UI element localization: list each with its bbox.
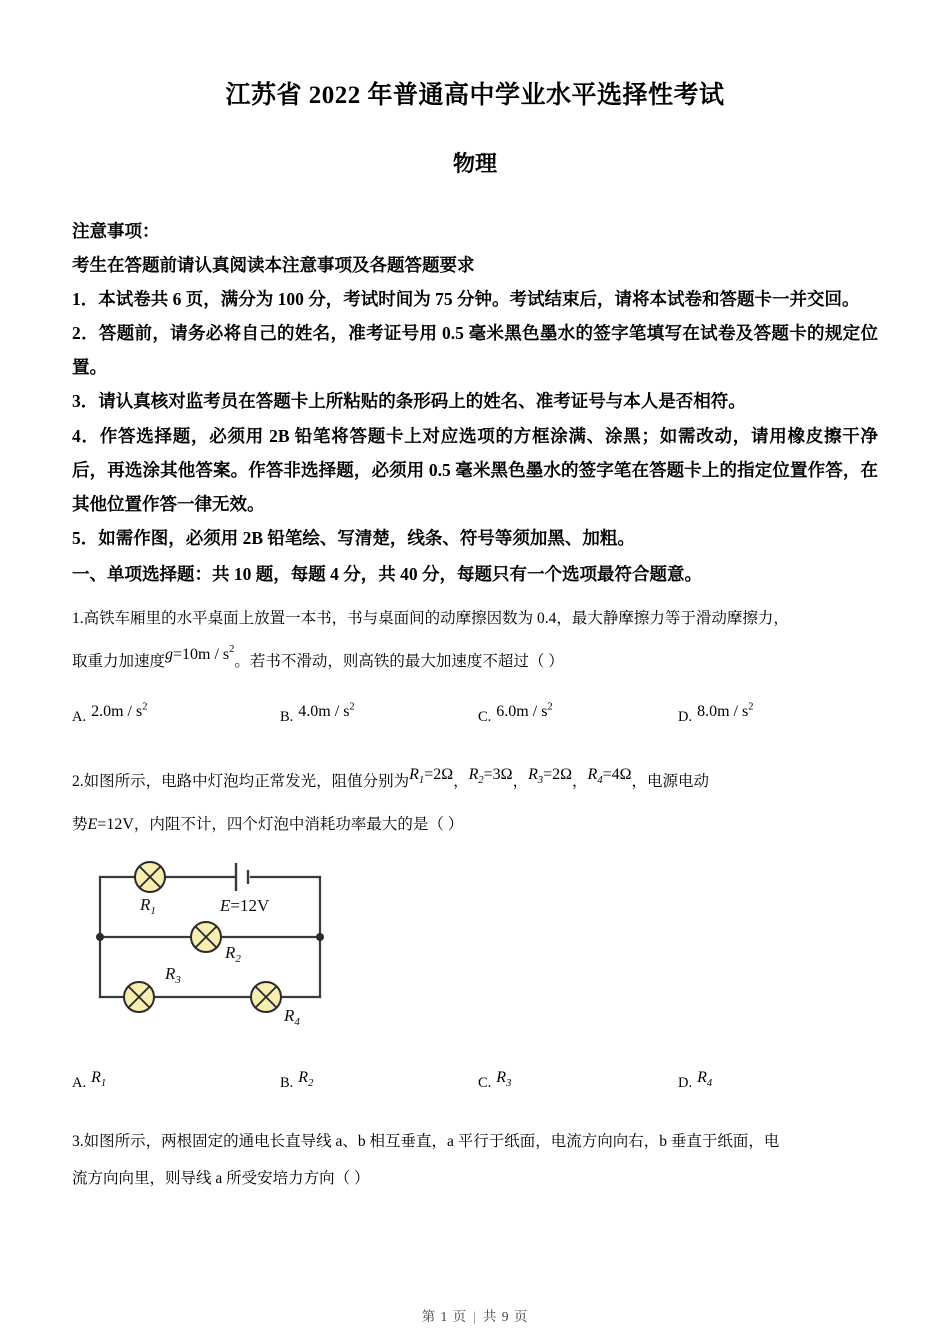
question-1-options — [72, 700, 878, 732]
question-2-line-1 — [72, 758, 878, 806]
lamp-r4-label: $R_4$ — [284, 1006, 300, 1029]
comma-3: ， — [572, 772, 588, 790]
lamp-r3-icon — [124, 982, 154, 1012]
question-2-option-c[interactable] — [478, 1066, 678, 1098]
question-2-text-pre: 势 — [72, 815, 88, 833]
page-content — [72, 0, 878, 1197]
section-heading: 一、单项选择题：共 10 题，每题 4 分，共 40 分，每题只有一个选项最符合题意。 — [72, 564, 702, 585]
gravity-exponent: 2 — [229, 644, 235, 656]
page-title: 江苏省 2022 年普通高中学业水平选择性考试 — [225, 82, 725, 109]
option-a-label: A. — [72, 1075, 87, 1092]
gravity-value: =10m / s — [173, 645, 230, 663]
junction-dot-right — [316, 933, 324, 941]
question-2-text-post: ，内阻不计，四个灯泡中消耗功率最大的是（ ） — [133, 815, 464, 833]
option-b-label: B. — [280, 708, 294, 725]
question-2-options — [72, 1066, 878, 1098]
question-3-line-2 — [72, 1161, 878, 1197]
question-1-option-c[interactable] — [478, 700, 678, 732]
resistor-4-expr: $R_4=4\Omega$ — [587, 765, 632, 786]
question-3 — [72, 1124, 878, 1197]
battery-icon — [236, 863, 248, 891]
comma-2: ， — [512, 772, 529, 790]
option-b-value: $4.0m / s^2$ — [298, 701, 355, 720]
lamp-r2-icon — [191, 922, 221, 952]
notice-item-2: 2．答题前，请务必将自己的姓名，准考证号用 0.5 毫米黑色墨水的签字笔填写在试卷及答题卡的规定位置。 — [72, 323, 878, 378]
option-a-value: $R_1$ — [91, 1069, 107, 1090]
question-3-line-1 — [72, 1124, 878, 1160]
question-1 — [72, 601, 878, 731]
question-1-option-d[interactable] — [678, 700, 753, 732]
question-1-text-post: 。若书不滑动，则高铁的最大加速度不超过（ ） — [234, 652, 564, 670]
lamp-r2-label: $R_2$ — [225, 943, 241, 966]
notice-block — [72, 214, 878, 555]
question-1-text-pre: 取重力加速度 — [72, 652, 166, 670]
battery-label: E=12V — [220, 896, 270, 916]
question-1-line-1 — [72, 601, 878, 637]
option-a-label: A. — [72, 708, 87, 725]
emf-value: =12V — [97, 815, 134, 833]
question-2-number: 2. — [72, 772, 84, 790]
option-c-value: $6.0m / s^2$ — [496, 701, 553, 720]
option-c-value: $R_3$ — [496, 1069, 512, 1090]
resistor-1-expr: $R_1=2\Omega$ — [409, 765, 454, 786]
question-1-option-b[interactable] — [280, 700, 478, 732]
notice-item-1: 1．本试卷共 6 页，满分为 100 分，考试时间为 75 分钟。考试结束后，请将本试卷和答题卡一并交回。 — [72, 289, 860, 310]
subject-title: 物理 — [452, 151, 497, 176]
question-3-number: 3. — [72, 1133, 84, 1151]
notice-item-5: 5．如需作图，必须用 2B 铅笔绘、写清楚，线条、符号等须加黑、加粗。 — [72, 527, 635, 548]
question-1-line-2 — [72, 638, 878, 686]
notice-item-4: 4．作答选择题，必须用 2B 铅笔将答题卡上对应选项的方框涂满、涂黑；如需改动，请用橡皮擦干净后，再选涂其他答案。作答非选择题，必须用 0.5 毫米黑色墨水的签字笔在答题卡上的指定位置作答，在其他位置作答一律无效。 — [72, 425, 878, 514]
question-2-option-a[interactable] — [72, 1066, 280, 1098]
option-c-label: C. — [478, 1075, 492, 1092]
question-2-option-d[interactable] — [678, 1066, 712, 1098]
page-footer — [0, 1305, 950, 1325]
option-d-label: D. — [678, 1075, 693, 1092]
resistor-2-expr: $R_2=3\Omega$ — [468, 765, 513, 786]
emf-symbol: E — [87, 815, 98, 833]
option-a-value: $2.0m / s^2$ — [91, 701, 148, 720]
question-1-number: 1. — [72, 610, 84, 628]
question-2-text-end: ，电源电动 — [631, 772, 710, 790]
option-c-label: C. — [478, 708, 492, 725]
question-2-option-b[interactable] — [280, 1066, 478, 1098]
option-d-value: $R_4$ — [697, 1069, 713, 1090]
question-2 — [72, 758, 878, 1099]
lamp-r3-label: $R_3$ — [165, 964, 181, 987]
option-d-label: D. — [678, 708, 693, 725]
notice-heading: 注意事项： — [72, 220, 160, 241]
gravity-symbol: g — [165, 645, 174, 663]
footer-page-total: 共 9 页 — [482, 1309, 529, 1324]
option-b-value: $R_2$ — [298, 1069, 314, 1090]
lamp-r4-icon — [251, 982, 281, 1012]
question-2-text: 如图所示，电路中灯泡均正常发光，阻值分别为 — [83, 772, 410, 790]
question-3-text-line-2: 流方向向里，则导线 a 所受安培力方向（ ） — [72, 1169, 370, 1187]
question-3-text-line-1: 如图所示，两根固定的通电长直导线 a、b 相互垂直，a 平行于纸面，电流方向向右，b 垂直于纸面，电 — [83, 1133, 780, 1151]
comma-1: ， — [453, 772, 469, 790]
notice-item-3: 3．请认真核对监考员在答题卡上所粘贴的条形码上的姓名、准考证号与本人是否相符。 — [72, 391, 746, 412]
footer-page-current: 第 1 页 — [421, 1309, 468, 1324]
circuit-svg — [88, 857, 338, 1037]
question-1-text: 高铁车厢里的水平桌面上放置一本书，书与桌面间的动摩擦因数为 0.4，最大静摩擦力等于滑动摩擦力， — [83, 610, 789, 628]
question-1-option-a[interactable] — [72, 700, 280, 732]
option-d-value: $8.0m / s^2$ — [697, 701, 754, 720]
junction-dot-left — [96, 933, 104, 941]
lamp-r1-icon — [135, 862, 165, 892]
resistor-3-expr: $R_3=2\Omega$ — [528, 765, 573, 786]
footer-separator: | — [473, 1309, 477, 1324]
option-b-label: B. — [280, 1075, 294, 1092]
question-2-line-2 — [72, 806, 878, 844]
circuit-diagram — [88, 857, 878, 1048]
notice-subheading: 考生在答题前请认真阅读本注意事项及各题答题要求 — [72, 254, 475, 275]
lamp-r1-label: $R_1$ — [140, 895, 156, 918]
